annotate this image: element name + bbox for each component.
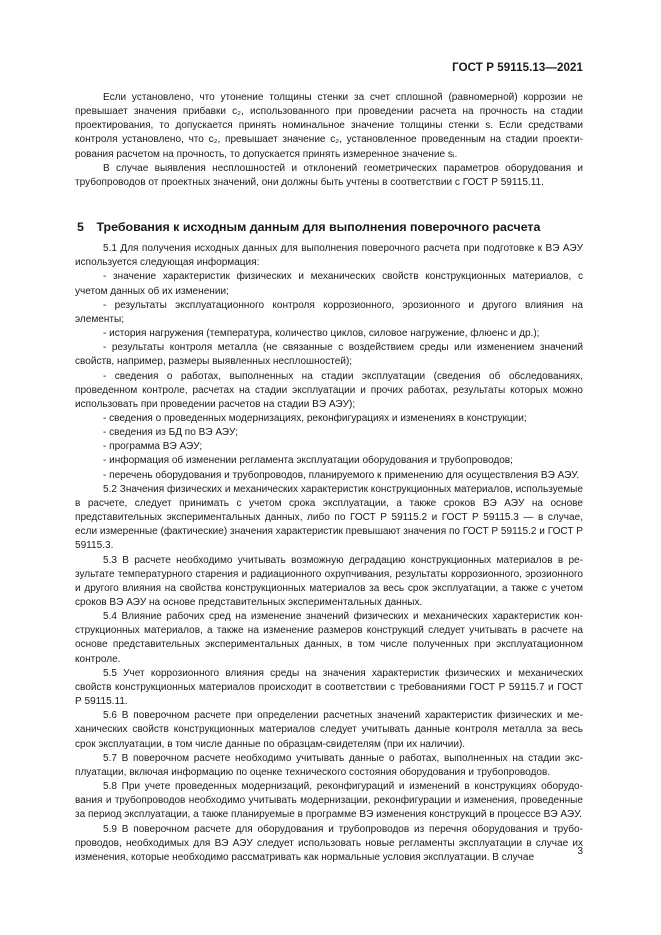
- list-item: - история нагружения (температура, количество циклов, силовое нагружение, флюенс и др.);: [103, 328, 540, 340]
- paragraph-5-2: 5.2 Значения физических и механических характеристик конструкционных материалов, используемые в расчете, следует принимать с учетом срока эксплуатации, а также сроков ВЭ АЭУ на основе представительных экспериментальных данных, либо по ГОСТ Р 59115.2 и ГОСТ Р 59115.3 — в случае, если измеренные (фактические) значения характеристик превышают значения по ГОСТ Р 59115.2 и ГОСТ Р 59115.3.: [75, 483, 583, 552]
- list-item: - информация об изменении регламента эксплуатации оборудования и трубопроводов;: [103, 455, 513, 467]
- spacer: [75, 190, 583, 202]
- list-item: - результаты контроля металла (не связанные с воздействием среды или изменением значений свойств, например, размеры выявленных несплошностей);: [75, 342, 583, 368]
- document-code-header: ГОСТ Р 59115.13—2021: [452, 62, 583, 74]
- intro-paragraph-1: Если установлено, что утонение толщины стенки за счет сплошной (равномерной) коррозии не превышает значения прибавки c₂, использованного при проведении расчета на прочность на стадии проектирования, то допускается принять номинальное значение толщины стенки s. Если средствами контроля установлено, что c₂, превышает значение c₂, установленное проведенным на стадии проектирования расчетом на прочность, то допускается принять измеренное значение sᵢ.: [75, 92, 583, 160]
- paragraph-5-6: 5.6 В поверочном расчете при определении расчетных значений характеристик физических и механических свойств конструкционных материалов следует учитывать данные контроля металла за весь срок эксплуатации, в том числе данные по образцам-свидетелям (при их наличии).: [75, 710, 583, 750]
- intro-paragraph-2: В случае выявления несплошностей и отклонений геометрических параметров оборудования и трубопроводов от проектных значений, они должны быть учтены в соответствии с ГОСТ Р 59115.11.: [75, 162, 583, 188]
- paragraph-5-4: 5.4 Влияние рабочих сред на изменение значений физических и механических характеристик конструкционных материалов, а также на изменение размеров конструкций следует учитывать в расчете на основе представительных экспериментальных данных, в том числе полученных при эксплуатационном контроле.: [75, 611, 583, 665]
- paragraph-5-7: 5.7 В поверочном расчете необходимо учитывать данные о работах, выполненных на стадии эксплуатации, включая информацию по оценке технического состояния оборудования и трубопроводов.: [75, 752, 583, 778]
- paragraph-5-5: 5.5 Учет коррозионного влияния среды на значения характеристик физических и механических свойств конструкционных материалов происходит в соответствии с требованиями ГОСТ Р 59115.7 и ГОСТ Р 59115.11.: [75, 667, 583, 708]
- document-body: [75, 91, 583, 865]
- paragraph-5-9: 5.9 В поверочном расчете для оборудования и трубопроводов из перечня оборудования и трубопроводов, необходимых для ВЭ АЭУ следует использовать новые регламенты эксплуатации в случае их изменения, которые необходимо рассматривать как нормальные условия эксплуатации. В случае: [75, 823, 583, 863]
- section-title: Требования к исходным данным для выполнения поверочного расчета: [96, 220, 541, 235]
- section-number: 5: [77, 220, 84, 235]
- list-item: - сведения о работах, выполненных на стадии эксплуатации (сведения об обследованиях, проведенном контроле, расчетах на стадии эксплуатации и прочих работах, результаты которых можно использовать при проведении расчетов на стадии ВЭ АЭУ);: [75, 370, 583, 410]
- list-item: - программа ВЭ АЭУ;: [103, 441, 203, 453]
- paragraph-5-3: 5.3 В расчете необходимо учитывать возможную деградацию конструкционных материалов в результате температурного старения и радиационного охрупчивания, результаты коррозионного, эрозионного и другого влияния на свойства конструкционных материалов за весь срок эксплуатации, а также с учетом сроков ВЭ АЭУ на основе представительных экспериментальных данных.: [75, 554, 583, 608]
- list-item: - сведения из БД по ВЭ АЭУ;: [103, 427, 238, 439]
- list-item: - сведения о проведенных модернизациях, реконфигурациях и изменениях в конструкции;: [103, 412, 527, 424]
- list-item: - перечень оборудования и трубопроводов, планируемого к применению для осуществления ВЭ АЭУ.: [103, 469, 580, 481]
- paragraph-5-8: 5.8 При учете проведенных модернизаций, реконфигураций и изменений в конструкциях оборудования и трубопроводов необходимо учитывать модернизации, реконфигурации и изменения, проведенные за период эксплуатации, а также планируемые в программе ВЭ изменения конструкций в процессе ВЭ АЭУ.: [75, 781, 583, 821]
- list-item: - значение характеристик физических и механических свойств конструкционных материалов, с учетом данных об их изменении;: [75, 271, 583, 297]
- page-number: 3: [577, 846, 583, 857]
- paragraph-5-1-lead: 5.1 Для получения исходных данных для выполнения поверочного расчета при подготовке к ВЭ АЭУ используется следующая информация:: [75, 243, 583, 269]
- list-item: - результаты эксплуатационного контроля коррозионного, эрозионного и другого влияния на элементы;: [75, 299, 583, 325]
- section-heading: [75, 219, 583, 235]
